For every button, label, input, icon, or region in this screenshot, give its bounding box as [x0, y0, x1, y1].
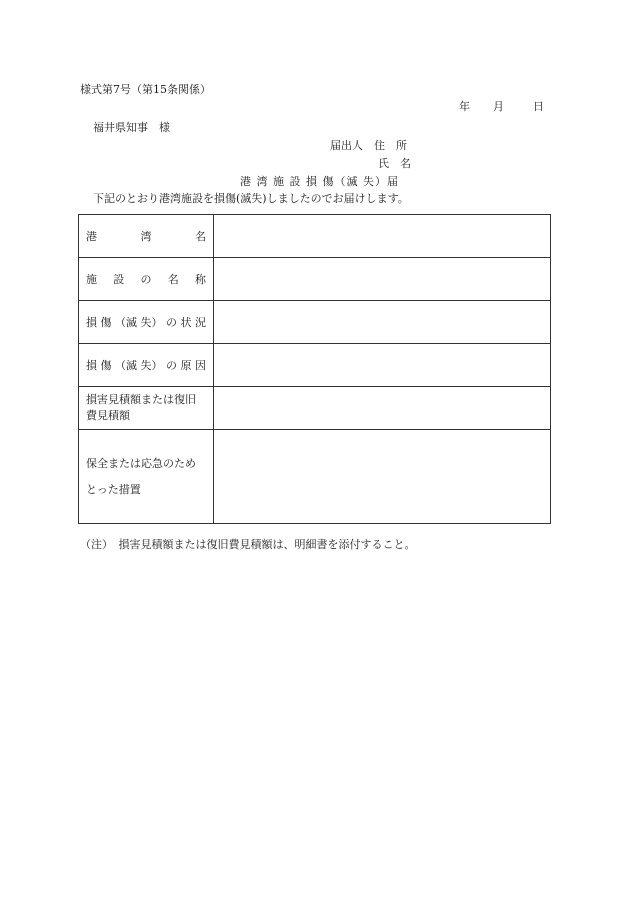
label-damage-status: [79, 301, 214, 344]
label-estimated-cost: [79, 387, 214, 430]
date-month: 月: [493, 100, 504, 113]
value-port-name[interactable]: [214, 215, 551, 258]
table-row: [79, 258, 551, 301]
label-damage-cause: [79, 344, 214, 387]
label-char: 名: [195, 230, 206, 243]
addressee: 福井県知事 様: [93, 121, 170, 134]
table-row: [79, 344, 551, 387]
label-char: 失）: [140, 359, 163, 372]
value-damage-status[interactable]: [214, 301, 551, 344]
label-port-name: [79, 215, 214, 258]
label-measures-taken: [79, 430, 214, 524]
label-char: 因: [195, 359, 206, 372]
intro-text: 下記のとおり港湾施設を損傷(滅失)しましたのでお届けします。: [93, 192, 409, 205]
table-row: [79, 301, 551, 344]
label-char: 名: [167, 273, 179, 286]
applicant-address-label: 届出人 住 所: [330, 139, 407, 152]
label-char: 湾: [140, 230, 152, 243]
table-row: [79, 215, 551, 258]
label-char: 称: [195, 273, 206, 286]
date-line: [459, 100, 544, 114]
label-char: 損: [86, 316, 97, 329]
label-char: （滅: [115, 359, 137, 372]
label-text: 保全または応急のためとった措置: [86, 456, 196, 496]
label-char: （滅: [115, 316, 137, 329]
applicant-name-label: 氏 名: [378, 157, 411, 170]
label-char: の: [166, 316, 177, 329]
label-char: 失）: [140, 316, 163, 329]
spread-label: [86, 228, 206, 244]
label-char: 港: [86, 230, 97, 243]
spread-label: [86, 357, 206, 373]
label-text: 損害見積額または復旧費見積額: [86, 393, 196, 422]
label-char: 原: [180, 359, 192, 372]
label-char: 設: [113, 273, 125, 286]
table-row: [79, 387, 551, 430]
spread-label: [86, 314, 206, 330]
label-char: 傷: [100, 359, 112, 372]
spread-label: [86, 271, 206, 287]
date-day: 日: [533, 100, 544, 113]
label-char: の: [140, 273, 152, 286]
document-title: 港 湾 施 設 損 傷（滅 失）届: [240, 175, 399, 188]
date-year: 年: [459, 100, 470, 113]
footnote: （注） 損害見積額または復旧費見積額は、明細書を添付すること。: [80, 538, 416, 551]
label-char: 傷: [100, 316, 112, 329]
label-char: 損: [86, 359, 97, 372]
label-char: の: [166, 359, 177, 372]
form-table: [78, 214, 551, 524]
value-estimated-cost[interactable]: [214, 387, 551, 430]
form-number: 様式第7号（第15条関係）: [80, 83, 211, 96]
label-char: 施: [86, 273, 97, 286]
label-char: 況: [195, 316, 206, 329]
value-facility-name[interactable]: [214, 258, 551, 301]
value-measures-taken[interactable]: [214, 430, 551, 524]
value-damage-cause[interactable]: [214, 344, 551, 387]
label-facility-name: [79, 258, 214, 301]
label-char: 状: [180, 316, 192, 329]
table-row: [79, 430, 551, 524]
